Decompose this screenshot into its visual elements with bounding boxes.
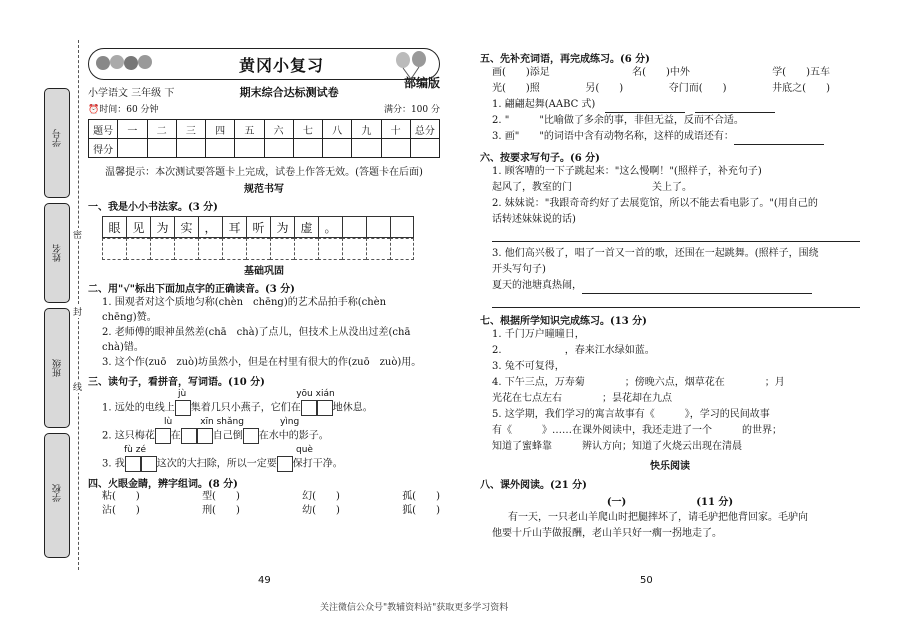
score-row — [89, 139, 440, 158]
q7-item: 知道了蜜蜂靠 辨认方向；知道了火烧云出现在清晨 — [492, 441, 742, 452]
q5-row1 — [480, 65, 860, 81]
idiom-item[interactable]: 画( )添足 — [492, 67, 550, 78]
score-header: 总分 — [410, 120, 439, 139]
q6-item: 话转述妹妹说的话) — [492, 214, 576, 225]
score-cell[interactable] — [264, 139, 293, 158]
student-id-label: 学号 — [53, 129, 63, 147]
q8-title: 八、课外阅读。(21 分) — [480, 480, 587, 491]
clock-icon: ⏰ — [88, 105, 100, 115]
grid-char: ， — [198, 216, 222, 238]
full-score-label: 满分：100 分 — [383, 105, 440, 115]
answer-box[interactable] — [181, 428, 197, 444]
idiom-item[interactable]: 井底之( ) — [772, 83, 830, 94]
char-group — [402, 490, 440, 518]
q4-groups — [88, 490, 440, 518]
score-cell[interactable] — [206, 139, 235, 158]
char-pair-item[interactable]: 孤( ) — [402, 491, 440, 502]
name-box[interactable] — [44, 203, 70, 303]
fold-char-feng: 封 — [73, 305, 82, 318]
q8-subtitle: (一) (11 分) — [606, 497, 734, 508]
q5-item: 2. " "比喻做了多余的事，非但无益，反而不合适。 — [492, 115, 744, 126]
student-id-box[interactable] — [44, 88, 70, 198]
q7-item: 4. 下午三点，万寿菊 ；傍晚六点，烟草花在 ；月 — [492, 377, 785, 388]
grid-char — [366, 216, 390, 238]
score-header: 题号 — [89, 120, 118, 139]
grid-char: 。 — [318, 216, 342, 238]
char-pair-item[interactable]: 幻( ) — [302, 491, 340, 502]
score-header: 七 — [293, 120, 322, 139]
q2-line: 3. 这个作(zuō zuò)坊虽然小，但是在村里有很大的作(zuō zuò)用。 — [102, 357, 422, 368]
class-box[interactable] — [44, 308, 70, 428]
q3-pinyin: fù zé què — [124, 445, 313, 455]
score-cell[interactable] — [147, 139, 176, 158]
score-cell[interactable] — [293, 139, 322, 158]
q6-item: 2. 妹妹说："我跟奇奇约好了去展览馆，所以不能去看电影了。"(用自己的 — [492, 198, 818, 209]
char-pair-item[interactable]: 粘( ) — [102, 491, 140, 502]
q6-item: 1. 顾客嘈的一下子跳起来："这么慢啊！"(照样子，补充句子) — [492, 166, 762, 177]
q7-item: 5. 这学期，我们学习的寓言故事有《 》，学习的民间故事 — [492, 409, 770, 420]
q3-item: 2. 这只梅花 在 自己倒 在水中的影子。 — [88, 428, 440, 444]
idiom-item[interactable]: 学( )五车 — [772, 67, 830, 78]
answer-box[interactable] — [277, 456, 293, 472]
header-banner — [88, 48, 440, 80]
grid-char: 眼 — [102, 216, 126, 238]
answer-line[interactable] — [492, 294, 860, 308]
children-illustration — [95, 53, 155, 77]
score-cell[interactable] — [323, 139, 352, 158]
time-label: ⏰时间：60 分钟 — [88, 105, 159, 115]
grid-char: 见 — [126, 216, 150, 238]
school-label: 学校 — [53, 484, 63, 502]
char-pair-item[interactable]: 刑( ) — [202, 505, 240, 516]
brand-title: 黄冈小复习 — [239, 56, 325, 75]
subject-label: 小学语文 三年级 下 — [88, 88, 175, 99]
idiom-item[interactable]: 另( ) — [585, 83, 624, 94]
reading-passage: 有一天，一只老山羊爬山时把腿摔坏了，请毛驴把他背回家。毛驴向 — [508, 512, 808, 523]
left-page — [88, 48, 440, 518]
fold-char-xian: 线 — [73, 380, 82, 393]
reading-passage: 他要十斤山芋做报酬，老山羊只好一瘸一拐地走了。 — [492, 528, 722, 539]
section-head-reading: 快乐阅读 — [650, 461, 690, 472]
right-page — [480, 46, 860, 542]
q2-title: 二、用"√"标出下面加点字的正确读音。(3 分) — [88, 284, 295, 295]
answer-box[interactable] — [197, 428, 213, 444]
fold-char-mi: 密 — [73, 228, 82, 241]
q5-item: 3. 画" "的词语中含有动物名称，这样的成语还有： — [480, 129, 860, 145]
answer-blank[interactable] — [582, 293, 812, 294]
score-cell[interactable] — [235, 139, 264, 158]
score-header: 八 — [323, 120, 352, 139]
answer-box[interactable] — [155, 428, 171, 444]
score-header: 九 — [352, 120, 381, 139]
grid-char: 听 — [246, 216, 270, 238]
class-label: 班级 — [53, 359, 63, 377]
score-header: 三 — [176, 120, 205, 139]
calligraphy-grid — [102, 216, 440, 238]
q3-item: 1. 远处的电线上 集着几只小燕子，它们在 地休息。 — [88, 400, 440, 416]
score-cell[interactable] — [410, 139, 439, 158]
edition-label: 部编版 — [403, 76, 440, 90]
right-page-number: 50 — [640, 575, 653, 586]
answer-box[interactable] — [317, 400, 333, 416]
grid-char: 为 — [150, 216, 174, 238]
answer-line[interactable] — [492, 228, 860, 242]
score-cell[interactable] — [352, 139, 381, 158]
name-label: 姓名 — [53, 244, 63, 262]
score-table — [88, 119, 440, 158]
char-group — [302, 490, 340, 518]
q5-title: 五、先补充词语，再完成练习。(6 分) — [480, 54, 650, 65]
q3-pinyin: jù yōu xián — [178, 389, 335, 399]
q7-item: 1. 千门万户曈曈日， — [492, 329, 585, 340]
score-header: 六 — [264, 120, 293, 139]
grid-char — [342, 216, 366, 238]
char-pair-item[interactable]: 幼( ) — [302, 505, 340, 516]
exam-title: 期末综合达标测试卷 — [239, 86, 339, 99]
q3-title: 三、读句子，看拼音，写词语。(10 分) — [88, 377, 265, 388]
answer-box[interactable] — [243, 428, 259, 444]
char-group — [102, 490, 140, 518]
char-group — [202, 490, 240, 518]
q6-item: 开头写句子) — [492, 264, 546, 275]
grid-char: 实 — [174, 216, 198, 238]
q2-line: chà)错。 — [102, 342, 144, 353]
q3-pinyin: lù xīn shǎng yìng — [164, 417, 300, 427]
q7-item: 3. 兔不可复得， — [492, 361, 565, 372]
idiom-item[interactable]: 名( )中外 — [632, 67, 690, 78]
score-header: 五 — [235, 120, 264, 139]
q5-item: 1. 翩翩起舞(AABC 式) — [480, 97, 860, 113]
q2-line: 2. 老师傅的眼神虽然差(chā chà)了点儿，但技术上从没出过差(chā — [102, 327, 411, 338]
answer-box[interactable] — [175, 400, 191, 416]
q1-title: 一、我是小小书法家。(3 分) — [88, 202, 218, 213]
score-row-label: 得分 — [89, 139, 118, 158]
q4-title: 四、火眼金睛，辨字组词。(8 分) — [88, 479, 238, 490]
answer-box[interactable] — [141, 456, 157, 472]
char-pair-item[interactable]: 型( ) — [202, 491, 240, 502]
score-header: 二 — [147, 120, 176, 139]
q7-item: 有《 》……在课外阅读中，我还走进了一个 的世界； — [492, 425, 782, 436]
score-header: 十 — [381, 120, 410, 139]
answer-box[interactable] — [125, 456, 141, 472]
char-pair-item[interactable]: 沾( ) — [102, 505, 140, 516]
score-header: 四 — [206, 120, 235, 139]
grid-char — [390, 216, 414, 238]
q5-row2 — [480, 81, 860, 97]
writing-grid[interactable] — [102, 238, 440, 260]
tip-text: 温馨提示：本次测试要答题卡上完成，试卷上作答无效。(答题卡在后面) — [105, 167, 423, 178]
section-head-basic: 基础巩固 — [244, 266, 284, 277]
section-head-writing: 规范书写 — [244, 184, 284, 195]
answer-box[interactable] — [301, 400, 317, 416]
q6-item: 3. 他们高兴极了，唱了一首又一首的歌，还围在一起跳舞。(照样子，围绕 — [492, 248, 819, 259]
score-cell[interactable] — [381, 139, 410, 158]
q7-item: 2. ，春来江水绿如蓝。 — [492, 345, 655, 356]
q2-line: chēng)赞。 — [102, 312, 157, 323]
score-cell[interactable] — [118, 139, 147, 158]
char-pair-item[interactable]: 狐( ) — [402, 505, 440, 516]
q6-item: 夏天的池塘真热闹， — [480, 278, 860, 294]
q2-line: 1. 围观者对这个质地匀称(chèn chēng)的艺术品拍手称(chèn — [102, 297, 387, 308]
idiom-item[interactable]: 光( )照 — [492, 83, 540, 94]
grid-char: 为 — [270, 216, 294, 238]
binding-sidebar — [44, 88, 72, 558]
idiom-item[interactable]: 夺门而( ) — [668, 83, 727, 94]
q3-item: 3. 我 这次的大扫除，所以一定要 保打干净。 — [88, 456, 440, 472]
score-header-row — [89, 120, 440, 139]
q7-item: 光花在七点左右 ；昙花却在九点 — [492, 393, 672, 404]
school-box[interactable] — [44, 433, 70, 558]
grid-char: 耳 — [222, 216, 246, 238]
score-header: 一 — [118, 120, 147, 139]
footer-note: 关注微信公众号"教辅资料站"获取更多学习资料 — [320, 603, 509, 613]
q6-title: 六、按要求写句子。(6 分) — [480, 153, 600, 164]
left-page-number: 49 — [258, 575, 271, 586]
grid-char: 虚 — [294, 216, 318, 238]
q7-title: 七、根据所学知识完成练习。(13 分) — [480, 316, 647, 327]
q6-item: 起风了，教室的门 关上了。 — [492, 182, 692, 193]
balloons-icon — [393, 51, 433, 79]
score-cell[interactable] — [176, 139, 205, 158]
answer-blank[interactable] — [734, 144, 824, 145]
